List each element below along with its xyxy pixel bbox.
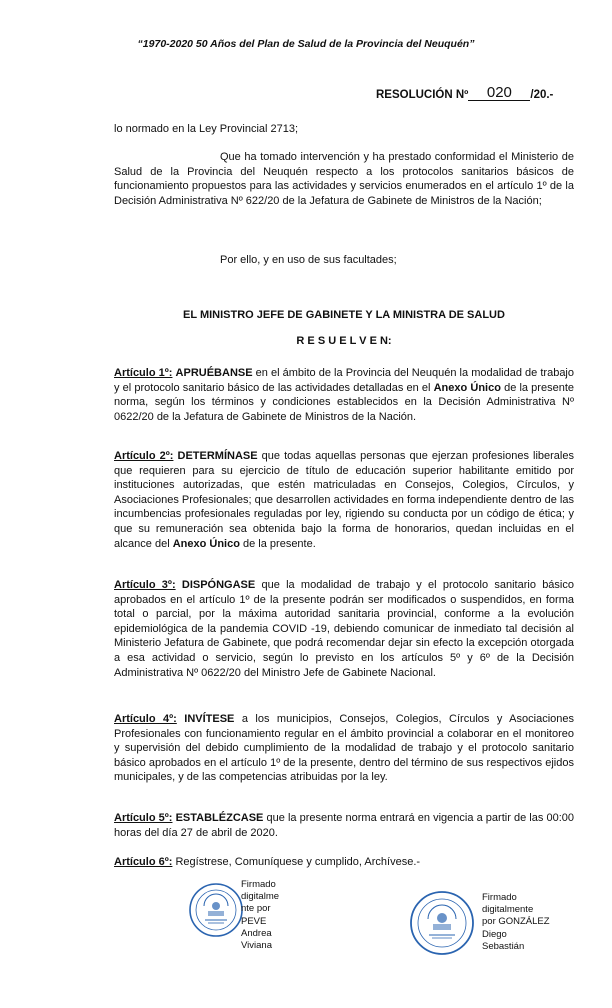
article-3-label: Artículo 3º: — [114, 579, 176, 591]
signature-2-line: por GONZÁLEZ — [482, 916, 550, 928]
authority-heading: EL MINISTRO JEFE DE GABINETE Y LA MINISTRA DE SALUD — [183, 309, 505, 321]
seal-2-icon — [409, 890, 475, 956]
article-3-text: que la modalidad de trabajo y el protocolo sanitario básico aprobados en el artículo 1º de la presente podrán ser modificados o suspendidos, en forma total o parcial, por la máxima autoridad sanitaria provincial, conforme a la evolución epidemiológica de la pandemia COVID -19, debiendo comunicar de inmediato tal decisión al Ministerio Jefatura de Gabinete, que podrá recomendar dejar sin efecto la excepción otorgada a esa actividad o servicio, según lo previsto en los artículos 5º y 6º de la Decisión Administrativa Nº 0622/20 del Ministro Jefe de Gabinete Nacional. — [114, 579, 574, 679]
signature-2-line: Diego — [482, 928, 507, 940]
signature-1-line: Firmado — [241, 879, 276, 890]
article-4-text: a los municipios, Consejos, Colegios, Círculos y Asociaciones Profesionales con funcionamiento regular en el ámbito provincial a colaborar en el monitoreo y supervisión del debido cumplimiento de la modalidad de trabajo y el protocolo sanitario básico aprobados en el artículo 1º de la presente, dentro del término de sus respectivos ejidos municipales, y de las competencias atribuidas por la ley. — [114, 713, 574, 784]
article-3 — [114, 578, 574, 680]
article-1-annex-ref: Anexo Único — [433, 381, 501, 394]
article-2 — [114, 449, 574, 551]
resolution-suffix: /20.- — [530, 89, 554, 101]
article-1-text-b: de la presente norma, según los términos y condiciones establecidos en la Decisión Administrativa Nº 0622/20 de la Jefatura de Gabinete de Ministros de la Nación. — [114, 381, 574, 423]
article-6-label: Artículo 6º: — [114, 856, 173, 868]
article-3-verb: DISPÓNGASE — [181, 579, 256, 591]
article-4-label: Artículo 4º: — [114, 713, 177, 725]
article-5-verb: ESTABLÉZCASE — [175, 812, 264, 824]
intro-continuation: lo normado en la Ley Provincial 2713; — [114, 123, 299, 135]
signature-1-line: PEVE — [241, 915, 267, 927]
signature-1-line: Viviana — [241, 940, 272, 952]
seal-1-icon — [188, 882, 244, 938]
signature-1-text — [241, 879, 301, 952]
article-5-label: Artículo 5º: — [114, 812, 173, 824]
signature-1-line: Andrea — [241, 927, 272, 939]
header-motto: “1970-2020 50 Años del Plan de Salud de la Provincia del Neuquén” — [137, 38, 475, 50]
article-1-label: Artículo 1º: — [114, 367, 173, 379]
resolution-label: RESOLUCIÓN Nº — [376, 89, 469, 101]
article-1 — [114, 366, 574, 424]
article-4-verb: INVÍTESE — [184, 713, 235, 725]
resolution-number: 020 — [468, 85, 530, 101]
signature-1-line: digitalme — [241, 891, 280, 903]
signature-2-line: Sebastián — [482, 940, 525, 952]
article-2-annex-ref: Anexo Único — [172, 537, 240, 550]
article-2-text-a: que todas aquellas personas que ejerzan profesiones liberales que requieren para su ejercicio de título de educación superior habilitante emitido por instituciones autorizadas, que estén matriculadas en Consejos, Colegios, Círculos, y Asociaciones Profesionales; que desarrollen actividades en forma independiente dentro de las incumbencias profesionales reguladas por ley, rigiendo su conducta por un código de ética; y que su remuneración sea obtenida bajo la forma de honorarios, quedan incluidas en el alcance del — [114, 450, 574, 550]
article-2-text-b: de la presente. — [239, 537, 316, 550]
article-1-verb: APRUÉBANSE — [175, 367, 253, 379]
signature-1-line: nte por — [241, 903, 271, 915]
signature-2-line: Firmado — [482, 892, 517, 903]
article-6-text: Regístrese, Comuníquese y cumplido, Archívese.- — [172, 856, 421, 868]
considerando-paragraph: Que ha tomado intervención y ha prestado conformidad el Ministerio de Salud de la Provincia del Neuquén respecto a los protocolos sanitarios básicos de funcionamiento propuestos para las actividades y servicios enumerados en el artículo 1º de la Decisión Administrativa Nº 622/20 de la Jefatura de Gabinete de Ministros de la Nación; — [114, 151, 574, 207]
article-4 — [114, 712, 574, 785]
article-2-label: Artículo 2º: — [114, 450, 174, 462]
signature-2-text — [482, 892, 562, 953]
resolution-number-line — [376, 86, 553, 102]
article-5 — [114, 811, 574, 840]
article-2-verb: DETERMÍNASE — [177, 450, 258, 462]
article-6 — [114, 855, 574, 870]
resuelven-heading: R E S U E L V E N: — [296, 335, 392, 347]
article-5-text: que la presente norma entrará en vigencia a partir de las 00:00 horas del día 27 de abril de 2020. — [114, 812, 574, 839]
article-1-text-a: en el ámbito de la Provincia del Neuquén la modalidad de trabajo y el protocolo sanitario básico de las actividades detalladas en el — [114, 367, 574, 394]
signature-2-line: digitalmente — [482, 904, 534, 916]
por-ello-text: Por ello, y en uso de sus facultades; — [220, 254, 397, 266]
